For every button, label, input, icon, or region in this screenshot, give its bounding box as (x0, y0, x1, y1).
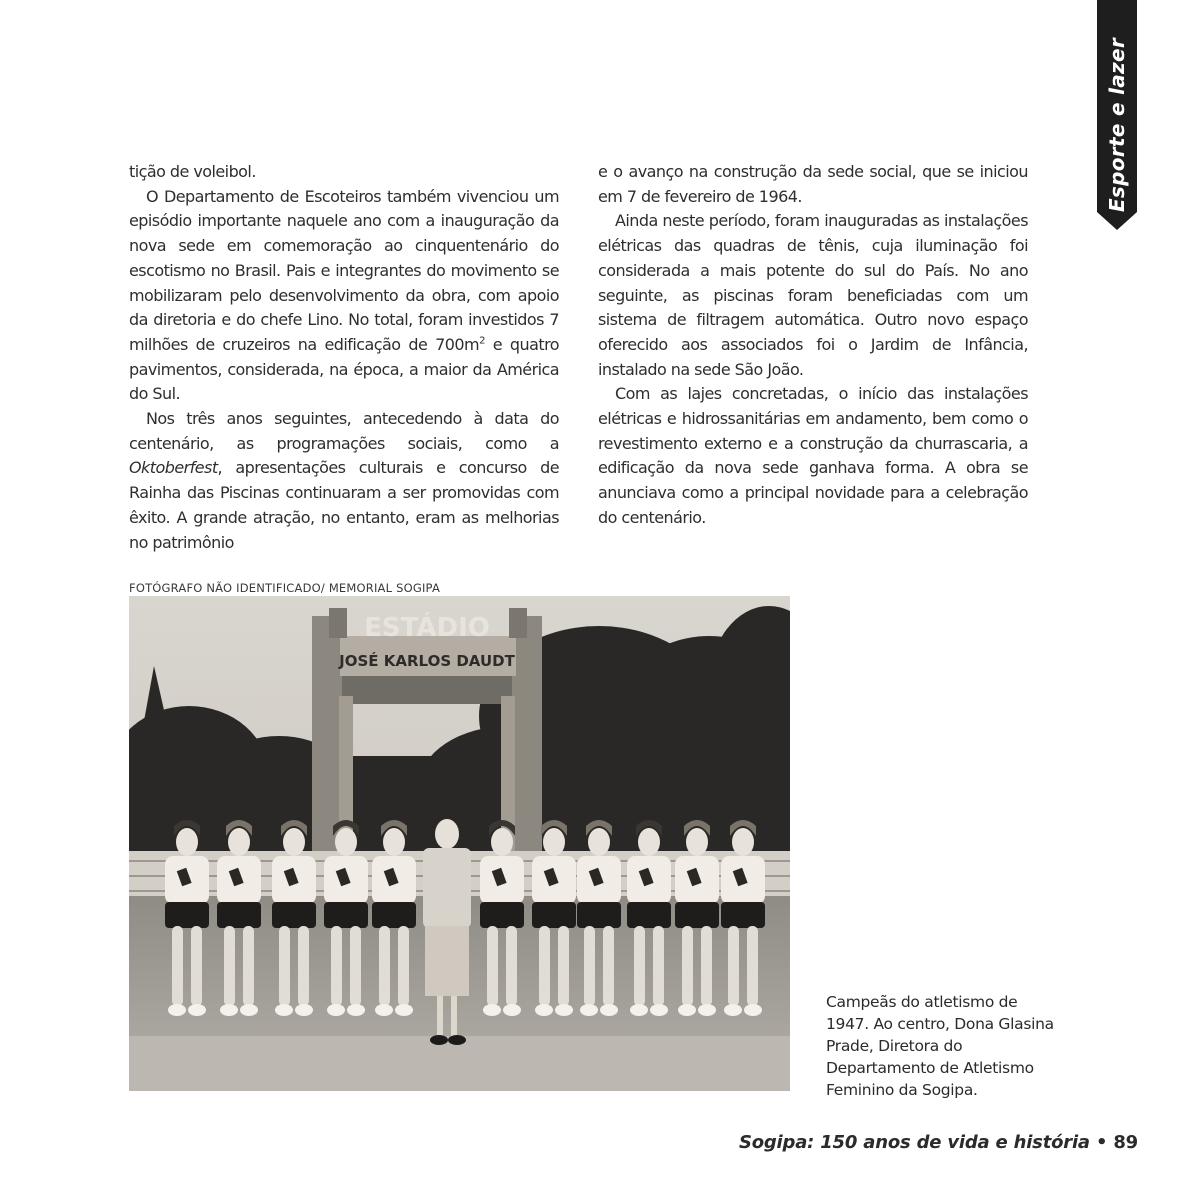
footer-separator: • (1095, 1132, 1108, 1153)
page-footer (739, 1132, 1138, 1153)
superscript: 2 (479, 335, 485, 347)
paragraph-text: , apresentações culturais e concurso de Rainha das Piscinas continuaram a ser promovidas com êxito. A grande atração, no entanto, eram as melhorias no patrimônio (129, 458, 559, 552)
text-column-right (598, 160, 1028, 531)
emphasis-text: Oktoberfest (129, 458, 218, 478)
text-column-left (129, 160, 559, 555)
photo-credit: FOTÓGRAFO NÃO IDENTIFICADO/ MEMORIAL SOGIPA (129, 581, 441, 595)
gate-sign-name: JOSÉ KARLOS DAUDT (339, 652, 515, 670)
paragraph: Ainda neste período, foram inauguradas as instalações elétricas das quadras de tênis, cuja iluminação foi considerada a mais potente do sul do País. No ano seguinte, as piscinas foram beneficiadas com um sistema de filtragem automática. Outro novo espaço oferecido aos associados foi o Jardim de Infância, instalado na sede São João. (598, 211, 1028, 379)
paragraph-text: O Departamento de Escoteiros também vivenciou um episódio importante naquele ano com a inauguração da nova sede em comemoração ao cinquentenário do escotismo no Brasil. Pais e integrantes do movimento se mobilizaram pelo desenvolvimento da obra, com apoio da diretoria e do chefe Lino. No total, foram investidos 7 milhões de cruzeiros na edificação de 700m (129, 186, 559, 354)
paragraph-text: Nos três anos seguintes, antecedendo à data do centenário, as programações sociais, como a (129, 409, 559, 453)
historical-photo (129, 596, 790, 1091)
paragraph (129, 185, 559, 407)
paragraph: tição de voleibol. (129, 162, 256, 181)
book-title: Sogipa: 150 anos de vida e história (738, 1132, 1090, 1153)
section-tab (1097, 0, 1137, 212)
section-tab-label: Esporte e lazer (1105, 37, 1129, 212)
photo-illustration (129, 596, 790, 1091)
paragraph: Com as lajes concretadas, o início das instalações elétricas e hidrossanitárias em andamento, bem como o revestimento externo e a construção da churrascaria, a edificação da nova sede ganhava forma. A obra se anunciava como a principal novidade para a celebração do centenário. (598, 384, 1028, 527)
paragraph: e o avanço na construção da sede social, que se iniciou em 7 de fevereiro de 1964. (598, 162, 1028, 206)
page-number: 89 (1113, 1132, 1138, 1153)
paragraph (129, 407, 559, 555)
gate-sign-title: ESTÁDIO (364, 613, 490, 643)
paragraph-text: e quatro pavimentos, considerada, na época, a maior da América do Sul. (129, 334, 559, 404)
photo-caption: Campeãs do atletismo de 1947. Ao centro, Dona Glasina Prade, Diretora do Departamento de Atletismo Feminino da Sogipa. (826, 993, 1054, 1099)
